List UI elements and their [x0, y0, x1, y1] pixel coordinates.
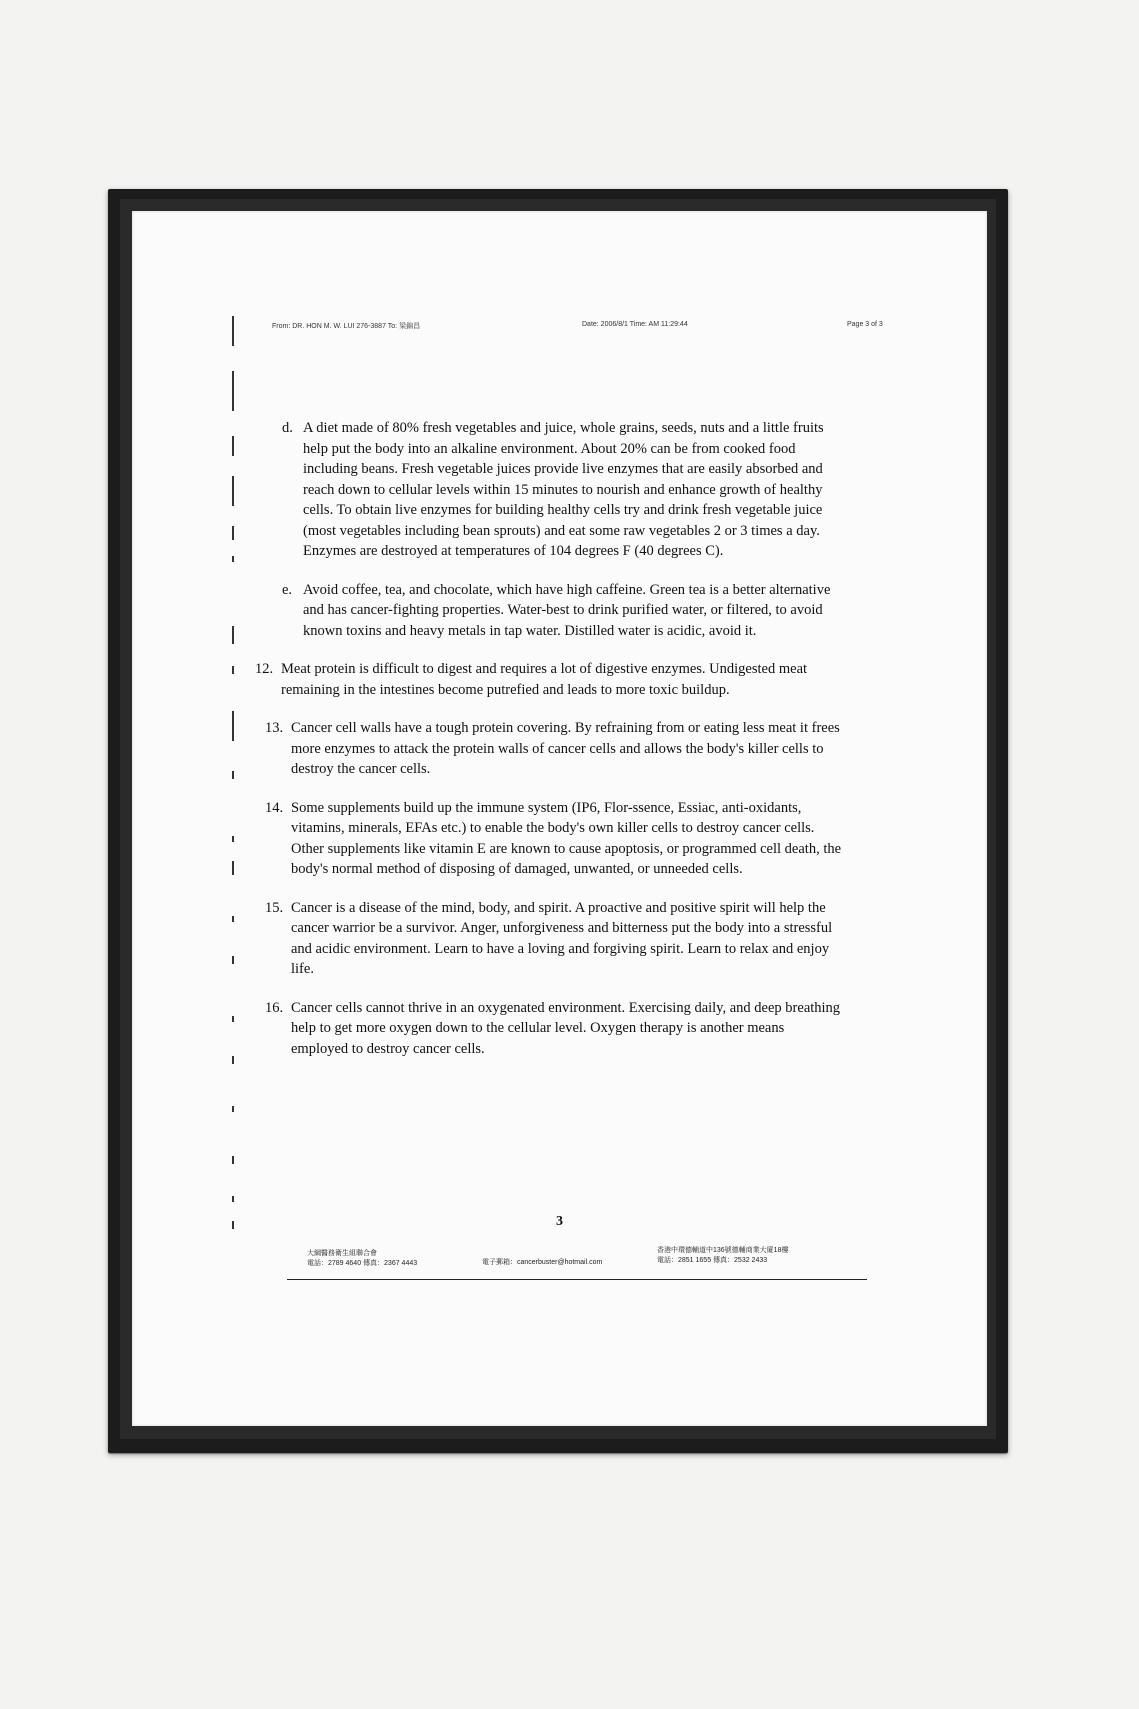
item-text: Avoid coffee, tea, and chocolate, which have high caffeine. Green tea is a better alternative and has cancer-fighting properties. Water-best to drink purified water, or filtered, to avoid known toxins and heavy metals in tap water. Distilled water is acidic, avoid it. — [303, 581, 831, 639]
fax-page — [132, 211, 987, 1426]
item-marker: 14. — [265, 799, 284, 816]
item-marker: e. — [282, 581, 293, 598]
item-text: A diet made of 80% fresh vegetables and juice, whole grains, seeds, nuts and a little fruits help put the body into an alkaline environment. About 20% can be from cooked food including beans. Fresh vegetable juices provide live enzymes that are easily absorbed and reach down to cellular levels within 15 minutes to nourish and enhance growth of healthy cells. To obtain live enzymes for building healthy cells try and drink fresh vegetable juice (most vegetables including bean sprouts) and eat some raw vegetables 2 or 3 times a day. Enzymes are destroyed at temperatures of 104 degrees F (40 degrees C). — [303, 420, 824, 559]
item-marker: 13. — [265, 720, 284, 736]
framed-document — [132, 211, 987, 1426]
footer-contact-2 — [657, 1246, 788, 1266]
list-item-d — [282, 418, 842, 562]
footer-phone-fax-1: 電話：2789 4640 傳真：2367 4443 — [307, 1260, 418, 1267]
footer-divider — [287, 1279, 867, 1280]
item-text: Meat protein is difficult to digest and requires a lot of digestive enzymes. Undigested meat remaining in the intestines become putrefied and leads to more toxic buildup. — [281, 661, 808, 698]
item-marker: 12. — [255, 661, 274, 677]
item-marker: 16. — [265, 999, 284, 1016]
list-item-14 — [265, 798, 842, 880]
list-item-e — [282, 580, 842, 642]
footer-email: 電子郵箱：cancerbuster@hotmail.com — [482, 1259, 603, 1266]
item-marker: 15. — [265, 899, 284, 916]
scan-edge-marks — [232, 316, 246, 1236]
list-item-16 — [265, 998, 842, 1060]
list-item-12 — [255, 659, 842, 700]
footer-contact-1 — [307, 1249, 417, 1269]
footer-org-name: 大綱醫務衛生組聯合會 — [307, 1250, 377, 1257]
footer-phone-fax-2: 電話：2851 1655 傳真：2532 2433 — [657, 1257, 768, 1264]
item-marker: d. — [282, 420, 293, 436]
document-body — [255, 418, 842, 1077]
item-text: Cancer cell walls have a tough protein covering. By refraining from or eating less meat it frees more enzymes to attack the protein walls of cancer cells and allows the body's killer cells to destroy the cancer cells. — [291, 720, 840, 777]
item-text: Cancer cells cannot thrive in an oxygenated environment. Exercising daily, and deep breathing help to get more oxygen down to the cellular level. Oxygen therapy is another means employed to destroy cancer cells. — [291, 999, 841, 1057]
footer-address: 香港中環德輔道中136號德輔商業大廈18樓 — [657, 1247, 789, 1254]
fax-page-count: Page 3 of 3 — [847, 321, 883, 328]
item-text: Some supplements build up the immune system (IP6, Flor-ssence, Essiac, anti-oxidants, vitamins, minerals, EFAs etc.) to enable the body's own killer cells to destroy cancer cells. Other supplements like vitamin E are known to cause apoptosis, or programmed cell death, the body's normal method of disposing of damaged, unwanted, or unneeded cells. — [291, 799, 842, 877]
item-text: Cancer is a disease of the mind, body, and spirit. A proactive and positive spirit will help the cancer warrior be a survivor. Anger, unforgiveness and bitterness put the body into a stressful and acidic environment. Learn to have a loving and forgiving spirit. Learn to relax and enjoy life. — [291, 899, 833, 977]
list-item-13 — [265, 718, 842, 780]
page-number: 3 — [556, 1214, 563, 1229]
fax-from: From: DR. HON M. W. LUI 276-3887 To: 梁錦昌 — [272, 323, 421, 330]
letterhead-footer — [282, 1246, 842, 1296]
fax-date-time: Date: 2006/8/1 Time: AM 11:29:44 — [582, 321, 688, 328]
list-item-15 — [265, 898, 842, 980]
